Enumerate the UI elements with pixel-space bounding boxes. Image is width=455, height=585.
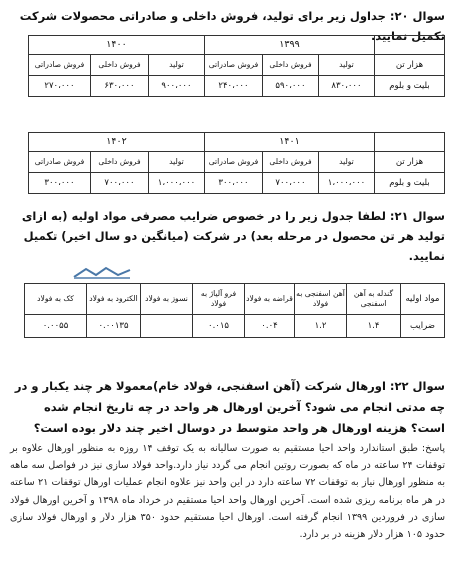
column-header: مواد اولیه (401, 284, 445, 315)
table-cell: ۷۰۰،۰۰۰ (263, 173, 319, 194)
table-cell: ۰.۰۱۵ (193, 315, 245, 338)
row-label: بلیت و بلوم (375, 173, 445, 194)
table-cell: ۶۳۰،۰۰۰ (91, 76, 149, 97)
column-header: فروش صادراتی (205, 55, 263, 76)
column-header: الکترود به فولاد (87, 284, 141, 315)
table-cell: ۸۳۰،۰۰۰ (319, 76, 375, 97)
column-header: تولید (319, 55, 375, 76)
column-header: فروش داخلی (263, 55, 319, 76)
table-cell: ۱.۲ (295, 315, 347, 338)
consumption-coefficients-table (24, 283, 445, 338)
column-header: فروش داخلی (263, 152, 319, 173)
table-cell: ۰.۰۰۱۳۵ (87, 315, 141, 338)
watermark-logo (72, 266, 132, 280)
table-cell (141, 315, 193, 338)
table-cell: ۹۰۰،۰۰۰ (149, 76, 205, 97)
production-table-1399-1400 (28, 35, 445, 97)
column-header: فروش صادراتی (205, 152, 263, 173)
table-cell: ۲۷۰،۰۰۰ (29, 76, 91, 97)
year-header: ۱۴۰۰ (29, 36, 205, 55)
year-header: ۱۳۹۹ (205, 36, 375, 55)
table-cell: ۳۰۰،۰۰۰ (205, 173, 263, 194)
table-cell: ۰.۰۴ (245, 315, 295, 338)
question-22-answer: پاسخ: طبق استاندارد واحد احیا مستقیم به صورت سالیانه به یک توقف ۱۴ روزه به منظور اورهال علاوه بر توقفات ۲۴ ساعته در ماه که بصورت روتین انجام می گردد نیاز دارد.واحد فولاد سازی نیز در فواصل سه ماهه به منظور اورهال نیاز به توقفات ۷۲ ساعته دارد در این واحد نیز علاوه انجام عملیات اورهال توقفات ۲۱ ساعته در هر ماه برنامه ریزی شده است. آخرین اورهال واحد احیا مستقیم در خرداد ماه ۱۳۹۸ و آخرین اورهال فولاد سازی در فروردین ۱۳۹۹ انجام گرفته است. اورهال احیا مستقیم حدود ۳۵۰ هزار دلار و اورهال فولاد سازی حدود ۱۰۵ هزار دلار هزینه در بر دارد. (10, 443, 446, 541)
table-cell: ۱،۰۰۰،۰۰۰ (319, 173, 375, 194)
column-header: آهن اسفنجی به فولاد (295, 284, 347, 315)
table-cell: ۱.۴ (347, 315, 401, 338)
column-header: نسوز به فولاد (141, 284, 193, 315)
column-header: فروش داخلی (91, 55, 149, 76)
table-cell: ۵۹۰،۰۰۰ (263, 76, 319, 97)
column-header: فرو آلیاژ به فولاد (193, 284, 245, 315)
table-cell: ۷۰۰،۰۰۰ (91, 173, 149, 194)
unit-label: هزار تن (375, 152, 445, 173)
question-21-title: سوال ۲۱: لطفا جدول زیر را در خصوص ضرایب مصرفی مواد اولیه (به ازای تولید هر تن محصول در مرحله بعد) در شرکت (میانگین دو سال اخیر) تکمیل نمایید. (21, 209, 445, 263)
table-cell: ۱،۰۰۰،۰۰۰ (149, 173, 205, 194)
unit-label: هزار تن (375, 55, 445, 76)
row-label: ضرایب (401, 315, 445, 338)
column-header: فروش صادراتی (29, 152, 91, 173)
row-label: بلیت و بلوم (375, 76, 445, 97)
production-table-1401-1402 (28, 132, 445, 194)
table-cell: ۰.۰۰۵۵ (25, 315, 87, 338)
column-header: تولید (149, 55, 205, 76)
column-header: قراضه به فولاد (245, 284, 295, 315)
table-cell: ۳۰۰،۰۰۰ (29, 173, 91, 194)
column-header: گندله به آهن اسفنجی (347, 284, 401, 315)
question-22-title: سوال ۲۲: اورهال شرکت (آهن اسفنجی، فولاد خام)معمولا هر چند یکبار و در چه مدتی انجام می شود؟ آخرین اورهال هر واحد در چه تاریخ انجام شده است؟ هزینه اورهال هر واحد متوسط در دوسال اخیر چند دلار بوده است؟ (14, 379, 445, 435)
column-header: فروش صادراتی (29, 55, 91, 76)
question-20-title: سوال ۲۰: جداول زیر برای تولید، فروش داخلی و صادراتی محصولات شرکت تکمیل نمایید. (19, 9, 445, 43)
year-header: ۱۴۰۲ (29, 133, 205, 152)
table-cell: ۲۴۰،۰۰۰ (205, 76, 263, 97)
column-header: کک به فولاد (25, 284, 87, 315)
column-header: تولید (319, 152, 375, 173)
column-header: فروش داخلی (91, 152, 149, 173)
year-header: ۱۴۰۱ (205, 133, 375, 152)
column-header: تولید (149, 152, 205, 173)
